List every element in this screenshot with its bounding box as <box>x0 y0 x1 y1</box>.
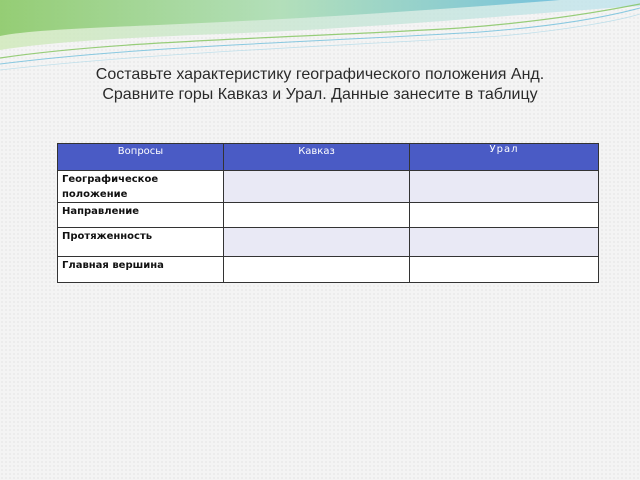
row-label-length: Протяженность <box>58 228 224 257</box>
title-line-1: Составьте характеристику географического положения Анд. <box>95 66 545 83</box>
header-kavkaz: Кавказ <box>224 144 410 171</box>
table-row <box>58 171 599 203</box>
header-ural-label: Урал <box>489 144 519 155</box>
header-questions: Вопросы <box>58 144 224 171</box>
cell-ural-location[interactable] <box>410 171 599 203</box>
row-label-direction: Направление <box>58 203 224 228</box>
cell-kavkaz-direction[interactable] <box>224 203 410 228</box>
row-label-main-peak: Главная вершина <box>58 257 224 283</box>
cell-ural-direction[interactable] <box>410 203 599 228</box>
table-row <box>58 257 599 283</box>
row-label-line: положение <box>62 189 128 200</box>
cell-kavkaz-location[interactable] <box>224 171 410 203</box>
cell-kavkaz-main-peak[interactable] <box>224 257 410 283</box>
table-row <box>58 203 599 228</box>
row-label-location <box>58 171 224 203</box>
table-header-row <box>58 144 599 171</box>
title-line-2: Сравните горы Кавказ и Урал. Данные занесите в таблицу <box>102 86 538 103</box>
cell-ural-length[interactable] <box>410 228 599 257</box>
row-label-line: Географическое <box>62 174 159 185</box>
header-ural <box>410 144 599 171</box>
table-row <box>58 228 599 257</box>
comparison-table <box>57 143 599 283</box>
cell-ural-main-peak[interactable] <box>410 257 599 283</box>
cell-kavkaz-length[interactable] <box>224 228 410 257</box>
slide-title <box>20 65 620 105</box>
